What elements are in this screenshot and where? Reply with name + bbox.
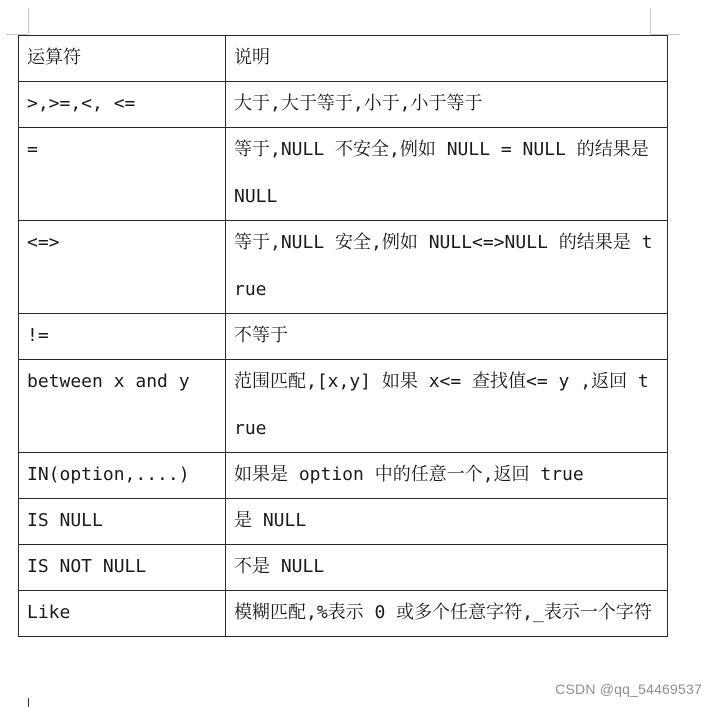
description-cell: [226, 221, 668, 314]
table-row: [19, 314, 668, 360]
operator-text: !=: [27, 325, 49, 346]
table-header-row: [19, 36, 668, 82]
table-row: [19, 453, 668, 499]
header-description-label: 说明: [234, 47, 270, 68]
description-text: 范围匹配,[x,y] 如果 x<= 查找值<= y ,返回 true: [234, 371, 649, 439]
operator-cell: [19, 82, 226, 128]
operator-cell: [19, 545, 226, 591]
description-cell: [226, 591, 668, 637]
description-cell: [226, 314, 668, 360]
operator-cell: [19, 314, 226, 360]
operator-text: >,>=,<, <=: [27, 93, 136, 114]
description-cell: [226, 360, 668, 453]
csdn-watermark: CSDN @qq_54469537: [555, 681, 702, 697]
header-operator-label: 运算符: [27, 47, 81, 68]
operator-cell: [19, 453, 226, 499]
table-row: [19, 128, 668, 221]
operator-table: [18, 35, 668, 637]
description-text: 不是 NULL: [234, 556, 325, 577]
operator-text: between x and y: [27, 371, 190, 392]
description-text: 等于,NULL 不安全,例如 NULL = NULL 的结果是 NULL: [234, 139, 649, 207]
operator-text: =: [27, 139, 38, 160]
operator-cell: [19, 499, 226, 545]
header-cell-description: [226, 36, 668, 82]
table-row: [19, 82, 668, 128]
table-row: [19, 499, 668, 545]
margin-mark-top-right-vertical: [650, 8, 651, 34]
description-text: 是 NULL: [234, 510, 307, 531]
description-cell: [226, 128, 668, 221]
description-text: 如果是 option 中的任意一个,返回 true: [234, 464, 584, 485]
operator-text: IS NOT NULL: [27, 556, 147, 577]
description-text: 不等于: [234, 325, 288, 346]
operator-text: IN(option,....): [27, 464, 190, 485]
margin-mark-bottom-left: [28, 698, 29, 707]
operator-cell: [19, 221, 226, 314]
description-text: 大于,大于等于,小于,小于等于: [234, 93, 483, 114]
header-cell-operator: [19, 36, 226, 82]
operator-cell: [19, 360, 226, 453]
description-text: 模糊匹配,%表示 0 或多个任意字符,_表示一个字符: [234, 602, 652, 623]
table-row: [19, 221, 668, 314]
description-cell: [226, 545, 668, 591]
table-row: [19, 545, 668, 591]
operator-text: <=>: [27, 232, 60, 253]
description-cell: [226, 82, 668, 128]
margin-mark-top-left-vertical: [28, 8, 29, 34]
table-row: [19, 591, 668, 637]
operator-text: Like: [27, 602, 71, 623]
table-row: [19, 360, 668, 453]
operator-cell: [19, 591, 226, 637]
description-cell: [226, 453, 668, 499]
operator-cell: [19, 128, 226, 221]
operator-text: IS NULL: [27, 510, 103, 531]
description-text: 等于,NULL 安全,例如 NULL<=>NULL 的结果是 true: [234, 232, 653, 300]
description-cell: [226, 499, 668, 545]
